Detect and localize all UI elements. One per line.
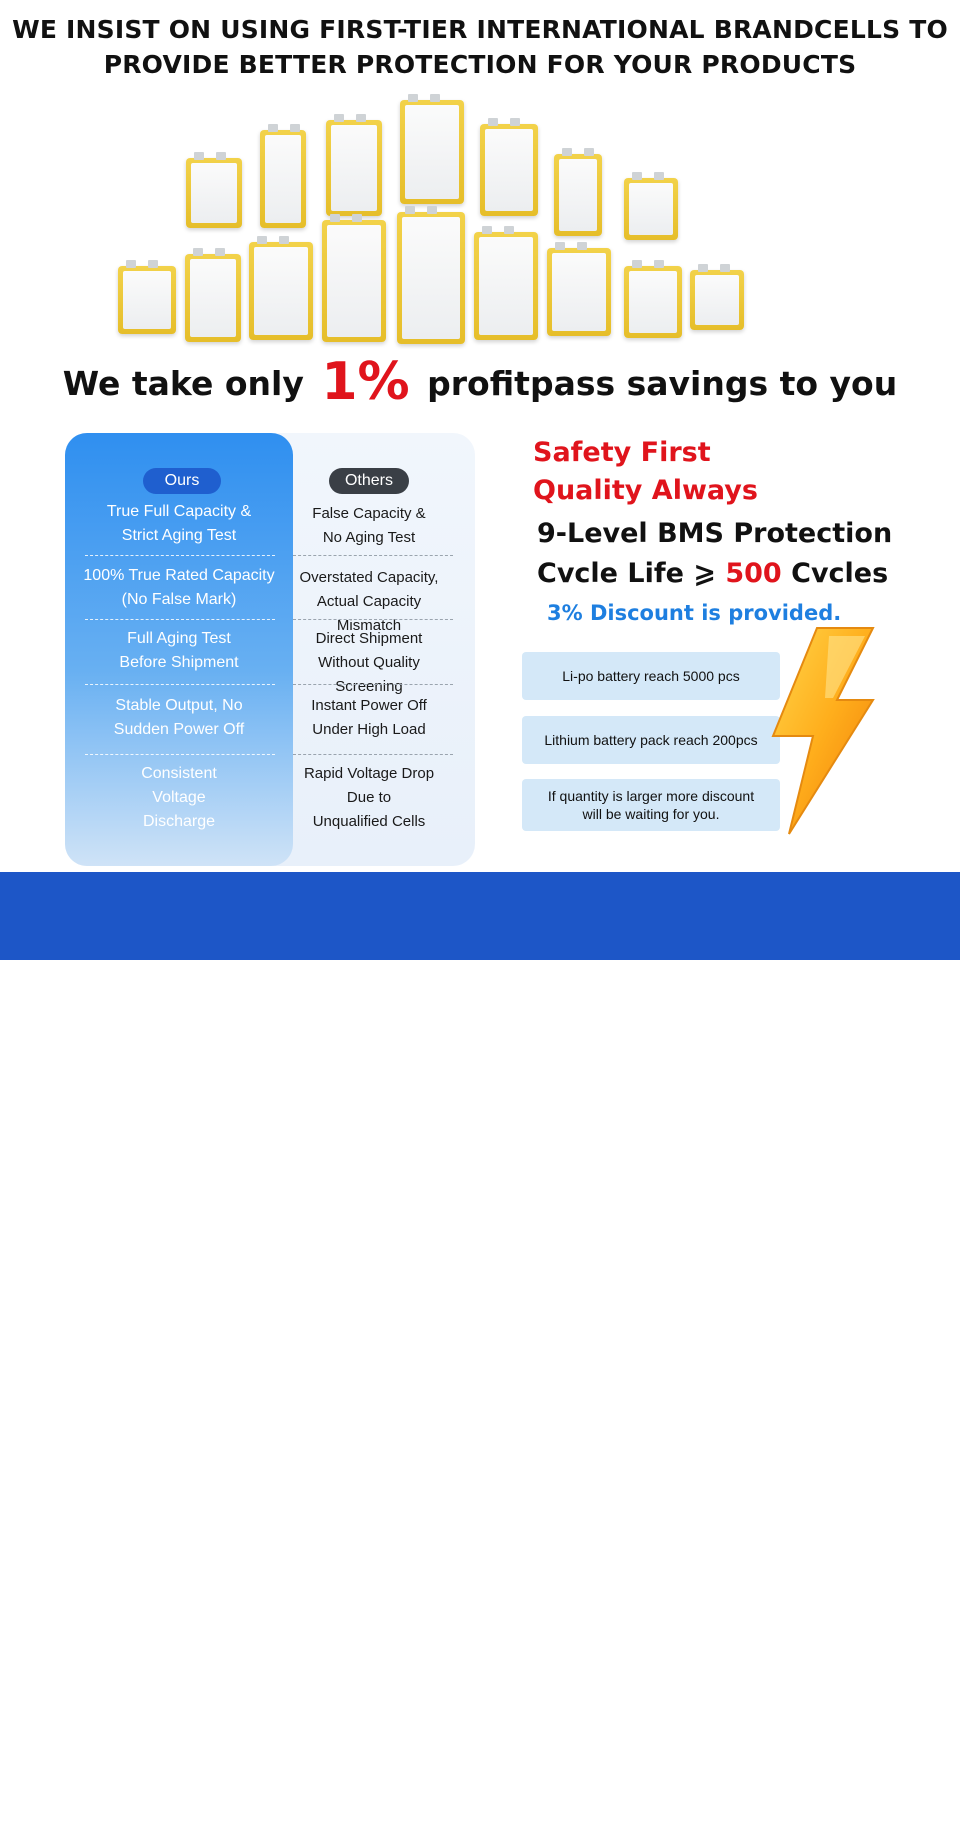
others-divider [293,619,453,620]
battery-cell-icon [260,130,306,228]
tier-quantity: If quantity is larger more discount will be waiting for you. [522,779,780,831]
ours-row-3: Full Aging Test Before Shipment [119,630,239,671]
battery-cell-icon [322,220,386,342]
headline [0,12,960,82]
headline-line-1: WE INSIST ON USING FIRST-TIER INTERNATIONAL BRANDCELLS TO [12,15,948,44]
profit-percent: 1% [321,352,410,412]
lightning-bolt-icon [755,626,885,836]
ours-divider [85,619,275,620]
battery-cell-icon [690,270,744,330]
profit-prefix: We take only [62,364,304,403]
banner-line-1: POWER BANK REACHDISCOUNT IS [181,1755,574,1781]
headline-line-2: PROVIDE BETTER PROTECTION FOR YOUR PRODUCTS [103,50,857,79]
battery-cell-icon [185,254,241,342]
tier-lipo: Li-po battery reach 5000 pcs [522,652,780,700]
banner-right-2: MORE DISCOUNT WILL BE WAITING FOR YOU [368,1789,815,1813]
battery-cell-icon [249,242,313,340]
ours-divider [85,754,275,755]
others-divider [293,555,453,556]
bms-protection: 9-Level BMS Protection [537,518,893,549]
banner-line-2: PROVIDED. [181,1789,309,1815]
tier-lithium-pack: Lithium battery pack reach 200pcs [522,716,780,764]
battery-cell-icon [326,120,382,216]
safety-line-1: Safety First [533,437,711,468]
battery-cell-icon [547,248,611,336]
others-label: Others [329,468,409,494]
ours-row-1: True Full Capacity & Strict Aging Test [106,503,252,544]
cycle-life [537,558,888,589]
others-row-2: Overstated Capacity, Actual Capacity Mismatch [299,569,439,634]
profit-statement [0,352,960,412]
battery-cell-icon [554,154,602,236]
battery-cell-icon [186,158,242,228]
ours-label: Ours [143,468,221,494]
banner-percent: 3% [58,1753,162,1826]
battery-cell-icon [118,266,176,334]
ours-divider [85,555,275,556]
cycle-life-value: 500 [725,558,782,589]
banner-right-1: IF QUANTITY IS LARGER [681,1763,919,1787]
safety-line-2: Quality Always [533,475,758,506]
others-row-1: False Capacity & No Aging Test [312,505,426,546]
ours-row-4: Stable Output, No Sudden Power Off [113,697,245,738]
battery-cell-icon [474,232,538,340]
battery-cell-icon [624,178,678,240]
others-divider [293,684,453,685]
battery-cell-icon [624,266,682,338]
cycle-life-prefix: Cvcle Life ⩾ [537,558,716,589]
others-divider [293,754,453,755]
battery-cell-icon [400,100,464,204]
others-row-3: Direct Shipment Without Quality Screening [315,630,423,695]
banner-divider [173,1758,175,1820]
others-row-4: Instant Power Off Under High Load [311,697,427,738]
profit-suffix: profitpass savings to you [427,364,898,403]
ours-row-2: 100% True Rated Capacity (No False Mark) [83,567,275,608]
battery-cells-photo [0,90,960,350]
ours-row-5: Consistent Voltage Discharge [141,765,217,830]
ours-divider [85,684,275,685]
others-row-5: Rapid Voltage Drop Due to Unqualified Cells [303,765,435,830]
cycle-life-suffix: Cvcles [791,558,889,589]
battery-cell-icon [397,212,465,344]
safety-heading [533,434,758,510]
battery-cell-icon [480,124,538,216]
discount-note: 3% Discount is provided. [547,601,842,625]
